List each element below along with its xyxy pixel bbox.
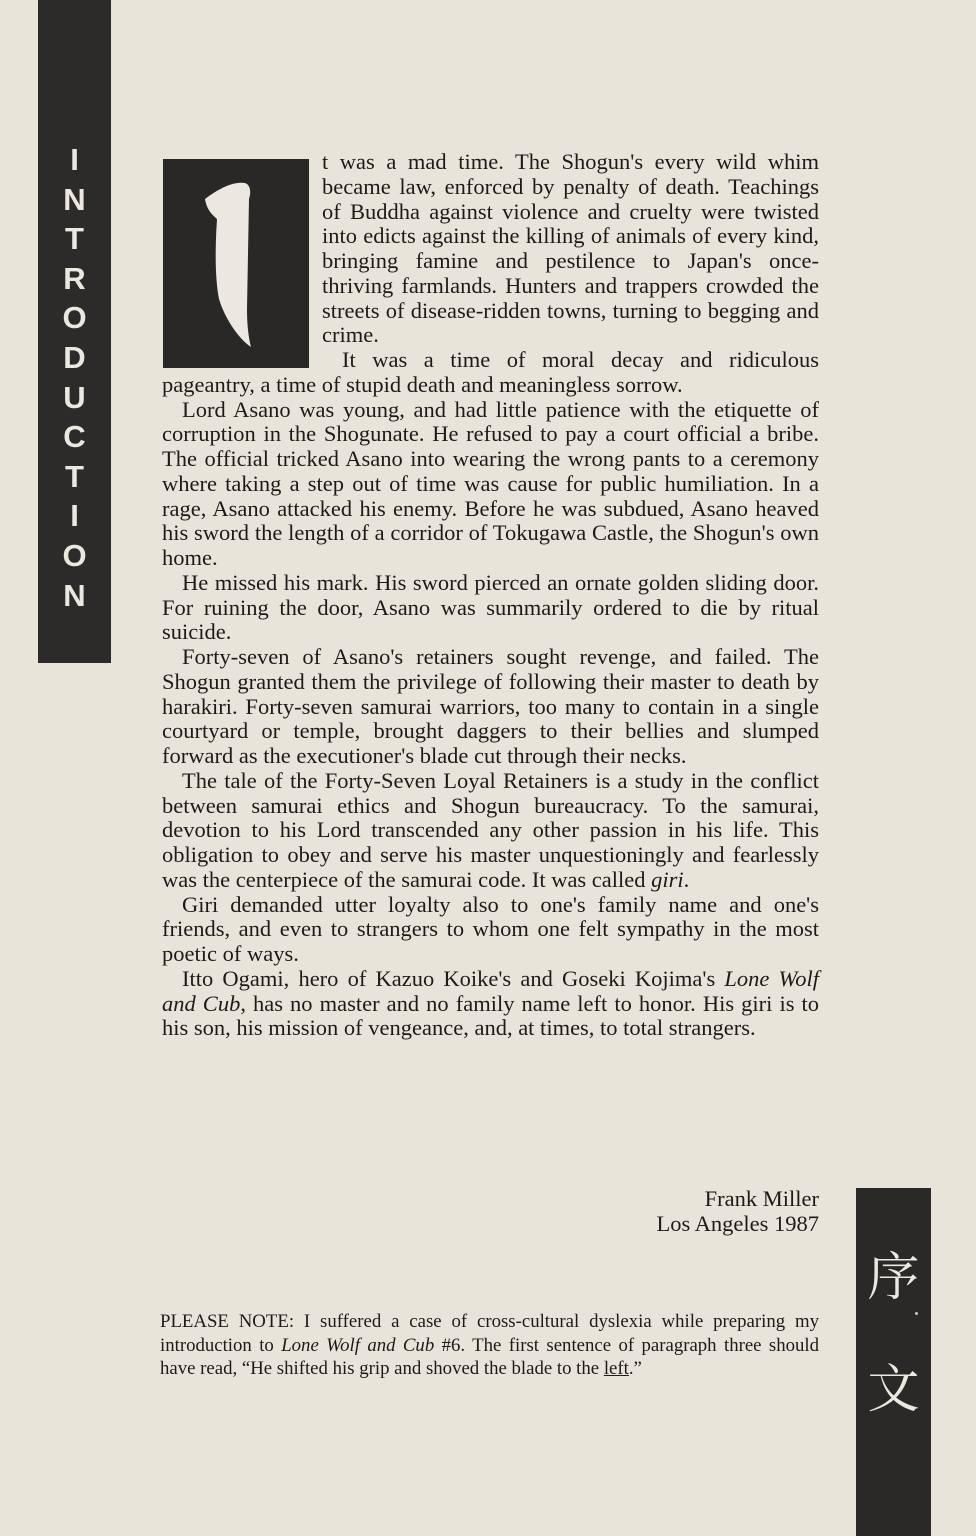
please-note bbox=[160, 1310, 819, 1381]
author-name: Frank Miller bbox=[704, 1186, 819, 1211]
note-text: #6. The first sentence of paragraph three should have read, “He shifted his grip and shoved the blade to the bbox=[160, 1334, 819, 1379]
place-date: Los Angeles 1987 bbox=[656, 1211, 819, 1236]
title-letter: O bbox=[62, 537, 87, 573]
paragraph-text: . bbox=[683, 866, 690, 892]
title-letter: R bbox=[63, 260, 86, 296]
paragraph bbox=[162, 967, 819, 1041]
vertical-title bbox=[38, 140, 111, 615]
signature bbox=[657, 1186, 820, 1236]
title-letter: T bbox=[65, 458, 84, 494]
paragraph-text: , has no master and no family name left to honor. His giri is to his son, his mission of vengeance, and, at times, to total strangers. bbox=[162, 990, 820, 1041]
title-letter: I bbox=[70, 498, 79, 534]
note-text: .” bbox=[628, 1358, 642, 1379]
kanji-char: 文 bbox=[867, 1360, 920, 1420]
kanji-dot bbox=[915, 1312, 918, 1315]
title-letter: U bbox=[63, 379, 86, 415]
paragraph-text: Itto Ogami, hero of Kazuo Koike's and Goseki Kojima's bbox=[182, 965, 725, 991]
title-letter: C bbox=[63, 419, 86, 455]
paragraph bbox=[162, 769, 819, 893]
paragraph: Giri demanded utter loyalty also to one's family name and one's friends, and even to strangers to whom one felt sympathy in the most poetic of ways. bbox=[162, 891, 819, 966]
paragraph-text: The tale of the Forty-Seven Loyal Retainers is a study in the conflict between samurai ethics and Shogun bureaucracy. To the samurai, devotion to his Lord transcended any other passion in his life. This obligation to obey and serve his master unquestioningly and fearlessly was the centerpiece of the samurai code. It was called bbox=[162, 767, 819, 892]
title-letter: D bbox=[63, 339, 86, 375]
drop-cap-space bbox=[162, 150, 322, 372]
emphasis: Lone Wolf and Cub bbox=[162, 965, 819, 1016]
underlined-word: left bbox=[603, 1358, 629, 1379]
paragraph: Lord Asano was young, and had little patience with the etiquette of corruption in the Shogunate. He refused to pay a court official a bribe. The official tricked Asano into wearing the wrong pants to a ceremony where taking a step out of time was cause for public humiliation. In a rage, Asano attacked his enemy. Before he was subdued, Asano heaved his sword the length of a corridor of Tokugawa Castle, the Shogun's own home. bbox=[162, 396, 819, 570]
kanji-char: 序 bbox=[867, 1248, 920, 1308]
title-letter: T bbox=[65, 221, 84, 257]
note-text: PLEASE NOTE: I suffered a case of cross-cultural dyslexia while preparing my introduction to bbox=[160, 1311, 819, 1356]
paragraph: t was a mad time. The Shogun's every wild whim became law, enforced by penalty of death. Teachings of Buddha against violence and cruelty were twisted into edicts against the killing of animals of every kind, bringing famine and pestilence to Japan's once-thriving farmlands. Hunters and trappers crowded the streets of disease-ridden towns, turning to begging and crime. bbox=[322, 149, 819, 348]
title-letter: O bbox=[62, 300, 87, 336]
title-letter: I bbox=[70, 142, 79, 177]
emphasis: giri bbox=[651, 866, 684, 892]
article-body bbox=[162, 150, 819, 1041]
title-letter: N bbox=[63, 181, 86, 217]
paragraph: He missed his mark. His sword pierced an ornate golden sliding door. For ruining the door, Asano was summarily ordered to die by ritual suicide. bbox=[162, 569, 819, 645]
paragraph: Forty-seven of Asano's retainers sought revenge, and failed. The Shogun granted them the privilege of following their master to death by harakiri. Forty-seven samurai warriors, too many to contain in a single courtyard or temple, brought daggers to their bellies and slumped forward as the executioner's blade cut through their necks. bbox=[162, 644, 819, 768]
title-letter: N bbox=[63, 577, 86, 613]
paragraph: It was a time of moral decay and ridiculous pageantry, a time of stupid death and meaningless sorrow. bbox=[162, 347, 819, 397]
emphasis: Lone Wolf and Cub bbox=[281, 1334, 435, 1356]
